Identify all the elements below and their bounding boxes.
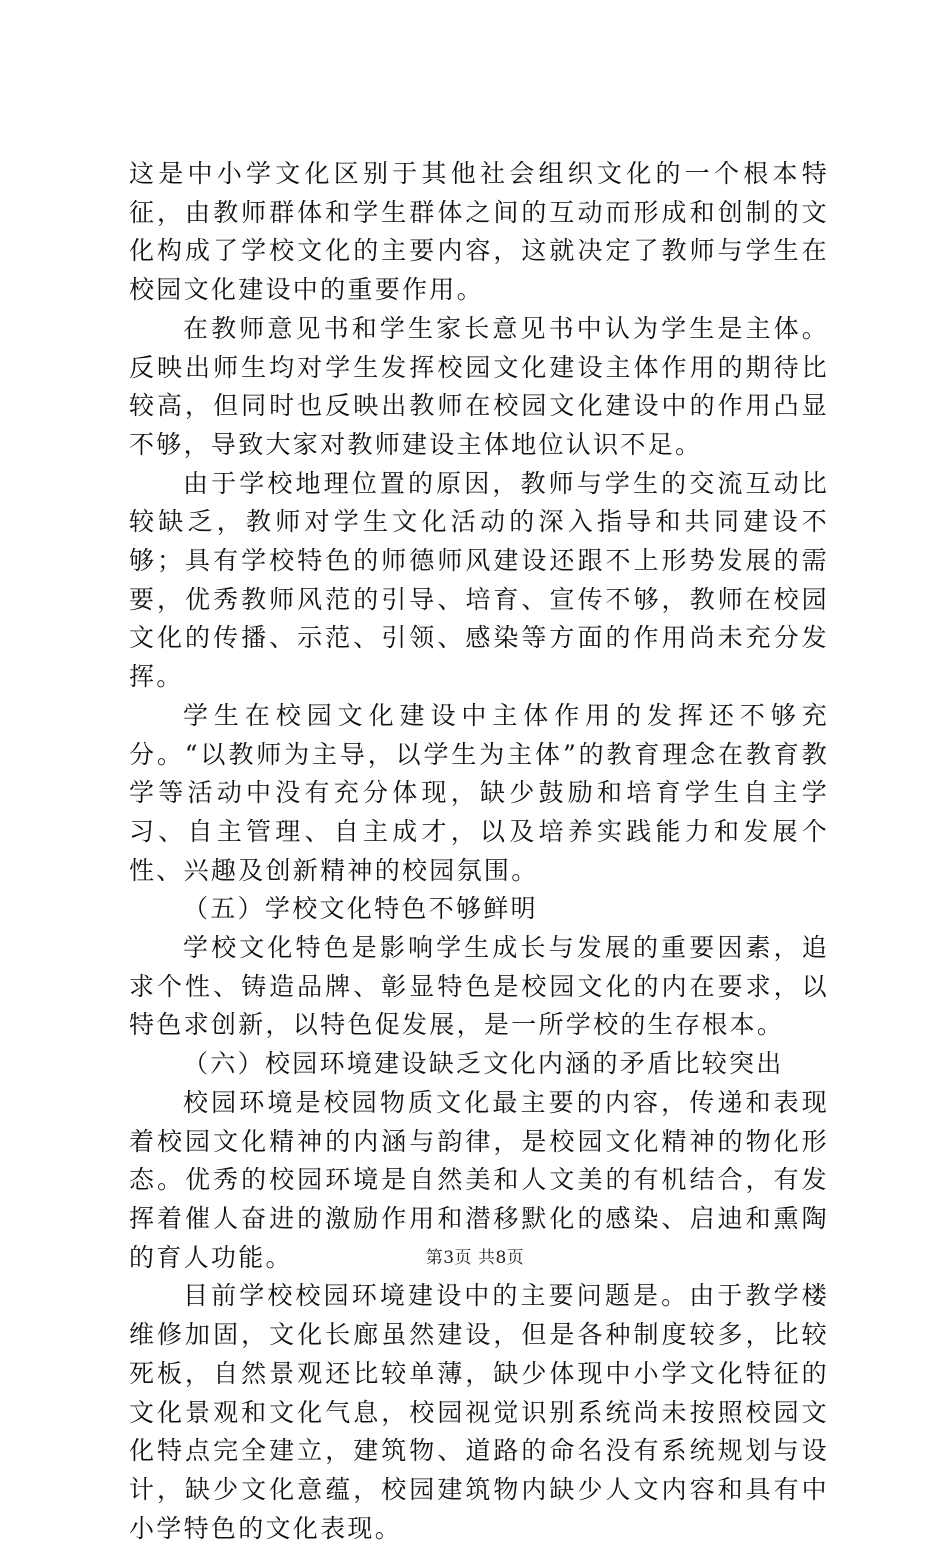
paragraph: 目前学校校园环境建设中的主要问题是。由于教学楼维修加固，文化长廊虽然建设，但是各种制度较多，比较死板，自然景观还比较单薄，缺少体现中小学文化特征的文化景观和文化气息，校园视觉识别系统尚未按照校园文化特点完全建立，建筑物、道路的命名没有系统规划与设计，缺少文化意蕴，校园建筑物内缺少人文内容和具有中小学特色的文化表现。 <box>129 1281 829 1543</box>
page-number-footer: 第3页 共8页 <box>425 1248 525 1268</box>
paragraph: 这是中小学文化区别于其他社会组织文化的一个根本特征，由教师群体和学生群体之间的互动而形成和创制的文化构成了学校文化的主要内容，这就决定了教师与学生在校园文化建设中的重要作用。 <box>129 159 829 305</box>
paragraph: 由于学校地理位置的原因，教师与学生的交流互动比较缺乏，教师对学生文化活动的深入指导和共同建设不够；具有学校特色的师德师风建设还跟不上形势发展的需要，优秀教师风范的引导、培育、宣传不够，教师在校园文化的传播、示范、引领、感染等方面的作用尚未充分发挥。 <box>129 468 829 692</box>
paragraph: 校园环境是校园物质文化最主要的内容，传递和表现着校园文化精神的内涵与韵律，是校园文化精神的物化形态。优秀的校园环境是自然美和人文美的有机结合，有发挥着催人奋进的激励作用和潜移默化的感染、启迪和熏陶的育人功能。 <box>129 1087 829 1272</box>
paragraph: 学生在校园文化建设中主体作用的发挥还不够充分。“以教师为主导，以学生为主体”的教育理念在教育教学等活动中没有充分体现，缺少鼓励和培育学生自主学习、自主管理、自主成才，以及培养实践能力和发展个性、兴趣及创新精神的校园氛围。 <box>129 700 829 885</box>
paragraph: 在教师意见书和学生家长意见书中认为学生是主体。反映出师生均对学生发挥校园文化建设主体作用的期待比较高，但同时也反映出教师在校园文化建设中的作用凸显不够，导致大家对教师建设主体地位认识不足。 <box>129 313 829 459</box>
section-heading: （六）校园环境建设缺乏文化内涵的矛盾比较突出 <box>183 1049 784 1079</box>
paragraph: 学校文化特色是影响学生成长与发展的重要因素，追求个性、铸造品牌、彰显特色是校园文化的内在要求，以特色求创新，以特色促发展，是一所学校的生存根本。 <box>129 933 829 1040</box>
section-heading: （五）学校文化特色不够鲜明 <box>183 894 538 924</box>
document-body <box>129 155 829 1548</box>
